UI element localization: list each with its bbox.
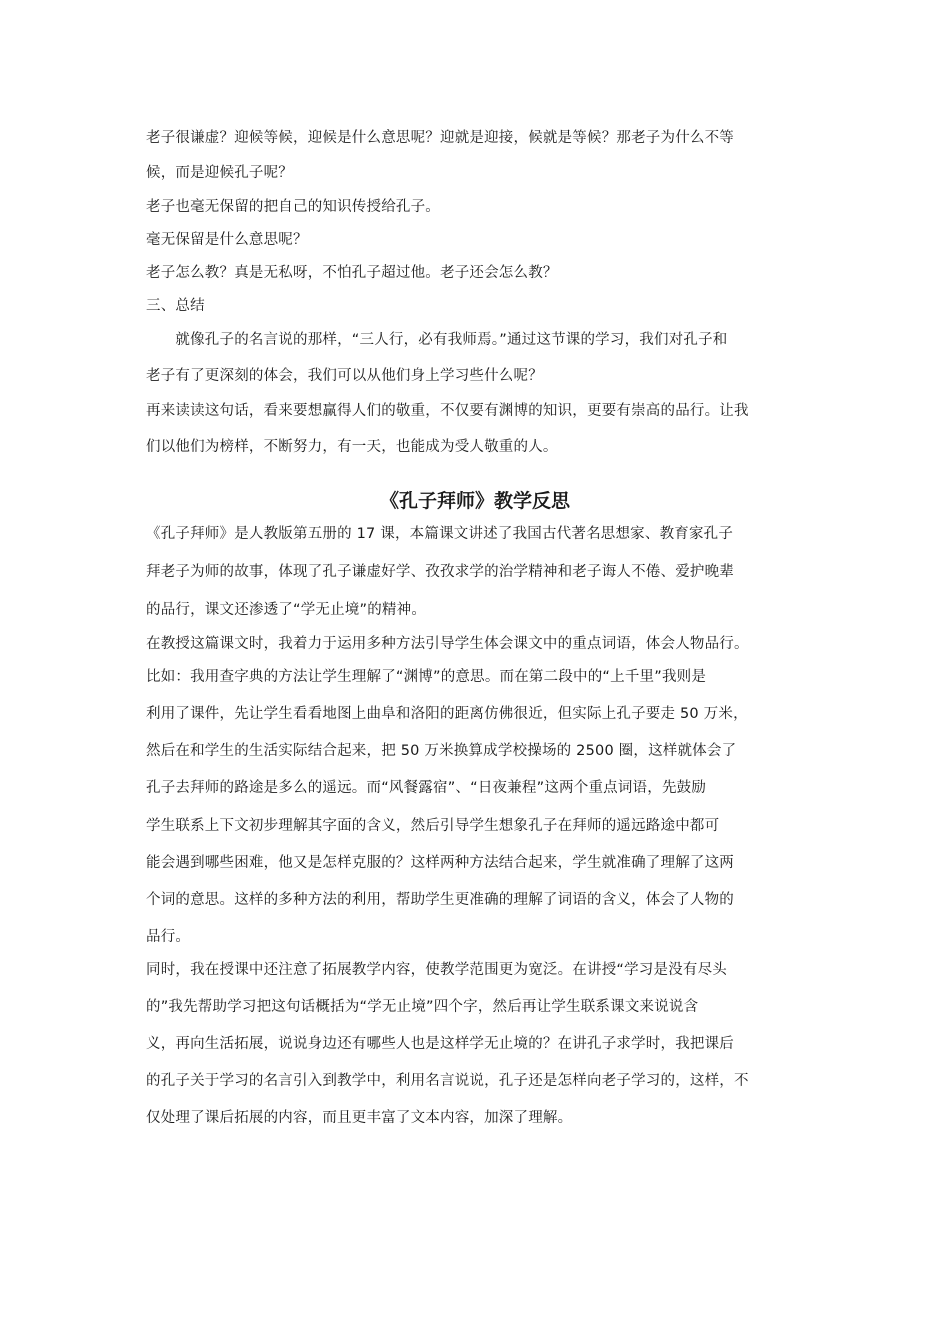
paragraph-line: 老子也毫无保留的把自己的知识传授给孔子。 (146, 199, 440, 215)
paragraph-line: 的品行，课文还渗透了“学无止境”的精神。 (146, 602, 427, 618)
paragraph-line: 个词的意思。这样的多种方法的利用，帮助学生更准确的理解了词语的含义，体会了人物的 (146, 892, 734, 908)
paragraph-line: 利用了课件，先让学生看看地图上曲阜和洛阳的距离仿佛很近，但实际上孔子要走 50 万米， (146, 706, 748, 722)
paragraph-line: 品行。 (146, 929, 191, 945)
paragraph-line: 仅处理了课后拓展的内容，而且更丰富了文本内容，加深了理解。 (146, 1110, 573, 1126)
paragraph-line: 义，再向生活拓展，说说身边还有哪些人也是这样学无止境的？在讲孔子求学时，我把课后 (146, 1036, 734, 1052)
paragraph-line: 比如：我用查字典的方法让学生理解了“渊博”的意思。而在第二段中的“上千里”我则是 (146, 669, 707, 685)
paragraph-line: 然后在和学生的生活实际结合起来，把 50 万米换算成学校操场的 2500 圈，这样就体会了 (146, 743, 737, 759)
paragraph-line: 候，而是迎候孔子呢？ (146, 165, 293, 181)
reflection-title: 《孔子拜师》教学反思 (379, 490, 570, 512)
paragraph-line: 《孔子拜师》是人教版第五册的 17 课，本篇课文讲述了我国古代著名思想家、教育家孔子 (146, 526, 734, 542)
section-heading: 三、总结 (146, 298, 205, 314)
paragraph-line: 的孔子关于学习的名言引入到教学中，利用名言说说，孔子还是怎样向老子学习的，这样，不 (146, 1073, 749, 1089)
paragraph-line: 孔子去拜师的路途是多么的遥远。而“风餐露宿”、“日夜兼程”这两个重点词语，先鼓励 (146, 780, 707, 796)
paragraph-line: 毫无保留是什么意思呢？ (146, 232, 308, 248)
paragraph-line: 再来读读这句话，看来要想赢得人们的敬重，不仅要有渊博的知识，更要有崇高的品行。让我 (146, 403, 749, 419)
paragraph-line: 老子怎么教？真是无私呀，不怕孔子超过他。老子还会怎么教？ (146, 265, 558, 281)
paragraph-line: 老子有了更深刻的体会，我们可以从他们身上学习些什么呢？ (146, 368, 543, 384)
paragraph-line: 拜老子为师的故事，体现了孔子谦虚好学、孜孜求学的治学精神和老子诲人不倦、爱护晚辈 (146, 564, 734, 580)
paragraph-line: 同时，我在授课中还注意了拓展教学内容，使教学范围更为宽泛。在讲授“学习是没有尽头 (146, 962, 728, 978)
paragraph-line: 能会遇到哪些困难，他又是怎样克服的？这样两种方法结合起来，学生就准确了理解了这两 (146, 855, 734, 871)
paragraph-line: 的”我先帮助学习把这句话概括为“学无止境”四个字，然后再让学生联系课文来说说含 (146, 999, 699, 1015)
paragraph-line: 学生联系上下文初步理解其字面的含义，然后引导学生想象孔子在拜师的遥远路途中都可 (146, 818, 720, 834)
paragraph-line: 们以他们为榜样，不断努力，有一天，也能成为受人敬重的人。 (146, 439, 558, 455)
paragraph-line: 老子很谦虚？迎候等候，迎候是什么意思呢？迎就是迎接，候就是等候？那老子为什么不等 (146, 130, 734, 146)
paragraph-line: 就像孔子的名言说的那样，“三人行，必有我师焉。”通过这节课的学习，我们对孔子和 (146, 332, 728, 348)
paragraph-line: 在教授这篇课文时，我着力于运用多种方法引导学生体会课文中的重点词语，体会人物品行。 (146, 636, 749, 652)
